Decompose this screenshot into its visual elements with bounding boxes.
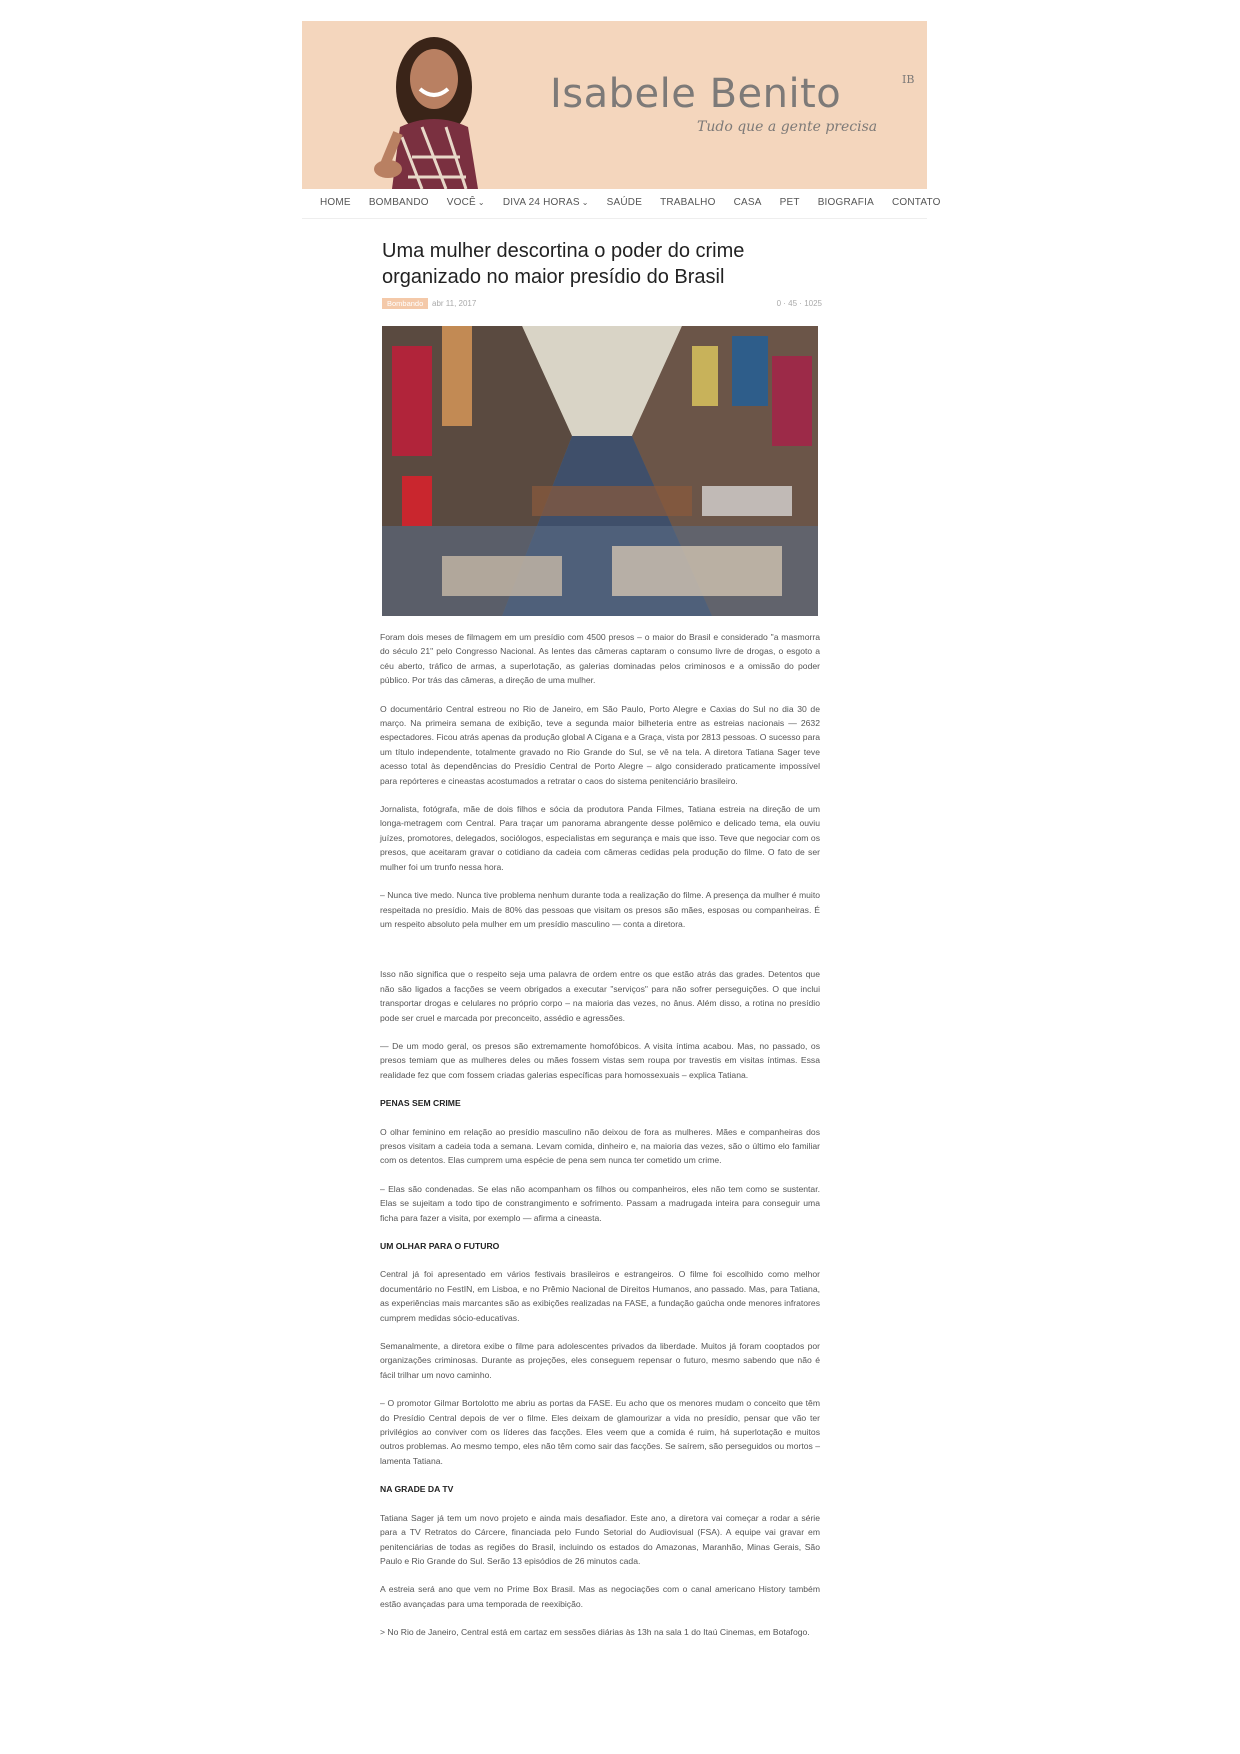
nav-item-saude[interactable] — [607, 194, 642, 218]
chevron-down-icon: ⌄ — [581, 198, 589, 207]
nav-label: SAÚDE — [606, 197, 643, 208]
section-heading: UM OLHAR PARA O FUTURO — [380, 1241, 500, 1251]
paragraph: Tatiana Sager já tem um novo projeto e ainda mais desafiador. Este ano, a diretora vai começar a rodar a série para a TV Retratos do Cárcere, financiada pelo Fundo Setorial do Audiovisual (FSA). A equipe vai gravar em penitenciárias de todas as regiões do Brasil, incluindo os estados do Amazonas, Maranhão, Minas Gerais, São Paulo e Rio Grande do Sul. Serão 13 episódios de 26 minutos cada. — [380, 1512, 820, 1566]
paragraph: — De um modo geral, os presos são extremamente homofóbicos. A visita íntima acabou. Mas, no passado, os presos temiam que as mulheres deles ou mães fossem vistas sem roupa por travestis em visitas íntimas. Essa realidade fez que com fossem criadas galerias específicas para homossexuais – explica Tatiana. — [380, 1040, 820, 1080]
article-meta — [382, 298, 822, 312]
main-nav — [302, 194, 941, 219]
section-heading: PENAS SEM CRIME — [380, 1098, 461, 1109]
paragraph: Semanalmente, a diretora exibe o filme para adolescentes privados da liberdade. Muitos já foram cooptados por organizações criminosas. Durante as projeções, eles conseguem repensar o futuro, mesmo sabendo que não é fácil trilhar um novo caminho. — [380, 1341, 820, 1380]
paragraph: – O promotor Gilmar Bortolotto me abriu as portas da FASE. Eu acho que os menores mudam o conceito que têm do Presídio Central depois de ver o filme. Eles deixam de glamourizar a vida no presídio, pensar que vão ter privilégios ao conviver com os líderes das facções. Eles veem que a comida é ruim, há superlotação e muitos outros problemas. Ao mesmo tempo, eles não têm como sair das facções. Se saírem, são perseguidos ou mortos – lamenta Tatiana. — [380, 1398, 820, 1466]
nav-item-contato[interactable] — [892, 194, 941, 218]
nav-item-casa[interactable] — [734, 194, 762, 218]
brand-tagline: Tudo que a gente precisa — [697, 119, 878, 135]
nav-item-voce[interactable] — [447, 194, 485, 218]
prison-photo — [382, 326, 818, 616]
paragraph: O documentário Central estreou no Rio de Janeiro, em São Paulo, Porto Alegre e Caxias do Sul no dia 30 de março. Na primeira semana de exibição, teve a segunda maior bilheteria entre as estreias nacionais — 2632 espectadores. Ficou atrás apenas da produção global A Cigana e a Graça, vista por 2813 pessoas. O sucesso para um título independente, totalmente gravado no Rio Grande do Sul, se vê na tela. A diretora Tatiana Sager teve acesso total às dependências do Presídio Central de Porto Alegre – algo considerado praticamente impossível para repórteres e cineastas acostumados a retratar o caos do sistema penitenciário brasileiro. — [380, 703, 820, 786]
category-badge[interactable]: Bombando — [382, 298, 428, 309]
nav-item-diva-24-horas[interactable] — [503, 194, 589, 218]
brand-logo-mark: IB — [902, 73, 915, 86]
header-banner — [302, 21, 927, 189]
paragraph: – Elas são condenadas. Se elas não acompanham os filhos ou companheiros, eles não tem como se sustentar. Elas se sujeitam a todo tipo de constrangimento e sofrimento. Passam a madrugada inteira para conseguir uma ficha para fazer a visita, por exemplo — afirma a cineasta. — [380, 1183, 820, 1223]
section-heading: NA GRADE DA TV — [380, 1484, 454, 1495]
paragraph: Jornalista, fotógrafa, mãe de dois filhos e sócia da produtora Panda Filmes, Tatiana estreia na direção de um longa-metragem com Central. Para traçar um panorama abrangente desse polêmico e delicado tema, ela ouviu juízes, promotores, delegados, sociólogos, especialistas em segurança e mais que isso. Teve que negociar com os presos, que aceitaram gravar o cotidiano da cadeia com câmeras cedidas pela produção do filme. O fato de ser mulher foi um trunfo nessa hora. — [380, 804, 820, 872]
article — [382, 238, 822, 616]
article-body — [380, 630, 820, 1654]
paragraph: A estreia será ano que vem no Prime Box Brasil. Mas as negociações com o canal americano History também estão avançadas para uma temporada de reexibição. — [380, 1584, 820, 1609]
article-date: abr 11, 2017 — [432, 299, 477, 308]
nav-label: BIOGRAFIA — [817, 197, 874, 208]
nav-item-pet[interactable] — [780, 194, 800, 218]
brand-name[interactable]: Isabele Benito — [550, 71, 842, 117]
nav-label: HOME — [320, 197, 351, 208]
chevron-down-icon: ⌄ — [477, 198, 485, 207]
nav-label: TRABALHO — [660, 197, 716, 208]
paragraph: Central já foi apresentado em vários festivais brasileiros e estrangeiros. O filme foi escolhido como melhor documentário no FestIN, em Lisboa, e no Prêmio Nacional de Direitos Humanos, ano passado. Mas, para Tatiana, as experiências mais marcantes são as exibições realizadas na FASE, a fundação gaúcha onde menores infratores cumprem medidas sócio-educativas. — [380, 1269, 820, 1323]
article-title: Uma mulher descortina o poder do crime organizado no maior presídio do Brasil — [382, 240, 745, 288]
nav-label: VOCÊ — [446, 197, 476, 208]
paragraph: – Nunca tive medo. Nunca tive problema nenhum durante toda a realização do filme. A presença da mulher é muito respeitada no presídio. Mais de 80% das pessoas que visitam os presos são mães, esposas ou companheiras. É um respeito absoluto pela mulher em um presídio masculino — conta a diretora. — [380, 890, 820, 929]
paragraph: > No Rio de Janeiro, Central está em cartaz em sessões diárias às 13h na sala 1 do Itaú Cinemas, em Botafogo. — [380, 1627, 810, 1638]
nav-label: CONTATO — [891, 197, 941, 208]
article-photo — [382, 326, 818, 616]
nav-label: CASA — [733, 197, 762, 208]
nav-item-trabalho[interactable] — [660, 194, 716, 218]
portrait-photo — [362, 27, 502, 189]
nav-label: PET — [779, 197, 800, 208]
nav-item-bombando[interactable] — [369, 194, 429, 218]
paragraph: Foram dois meses de filmagem em um presídio com 4500 presos – o maior do Brasil e considerado "a masmorra do século 21" pelo Congresso Nacional. As lentes das câmeras captaram o consumo livre de drogas, o esgoto a céu aberto, tráfico de armas, a superlotação, as galerias dominadas pelos criminosos e a omissão do poder público. Por trás das câmeras, a direção de uma mulher. — [380, 632, 820, 686]
nav-item-biografia[interactable] — [818, 194, 874, 218]
nav-item-home[interactable] — [320, 194, 351, 218]
article-counts: 0 · 45 · 1025 — [776, 299, 822, 308]
paragraph: Isso não significa que o respeito seja uma palavra de ordem entre os que estão atrás das grades. Detentos que não são ligados a facções se veem obrigados a executar "serviços" para não sofrer perseguições. O que inclui transportar drogas e celulares no próprio corpo – na maioria das vezes, no ânus. Além disso, a rotina no presídio pode ser cruel e marcada por preconceito, assédio e agressões. — [380, 969, 820, 1023]
paragraph: O olhar feminino em relação ao presídio masculino não deixou de fora as mulheres. Mães e companheiras dos presos visitam a cadeia toda a semana. Levam comida, dinheiro e, na maioria das vezes, são o último elo familiar com os detentos. Elas cumprem uma espécie de pena sem nunca ter cometido um crime. — [380, 1126, 820, 1166]
nav-label: DIVA 24 HORAS — [502, 197, 580, 208]
nav-label: BOMBANDO — [368, 197, 429, 208]
